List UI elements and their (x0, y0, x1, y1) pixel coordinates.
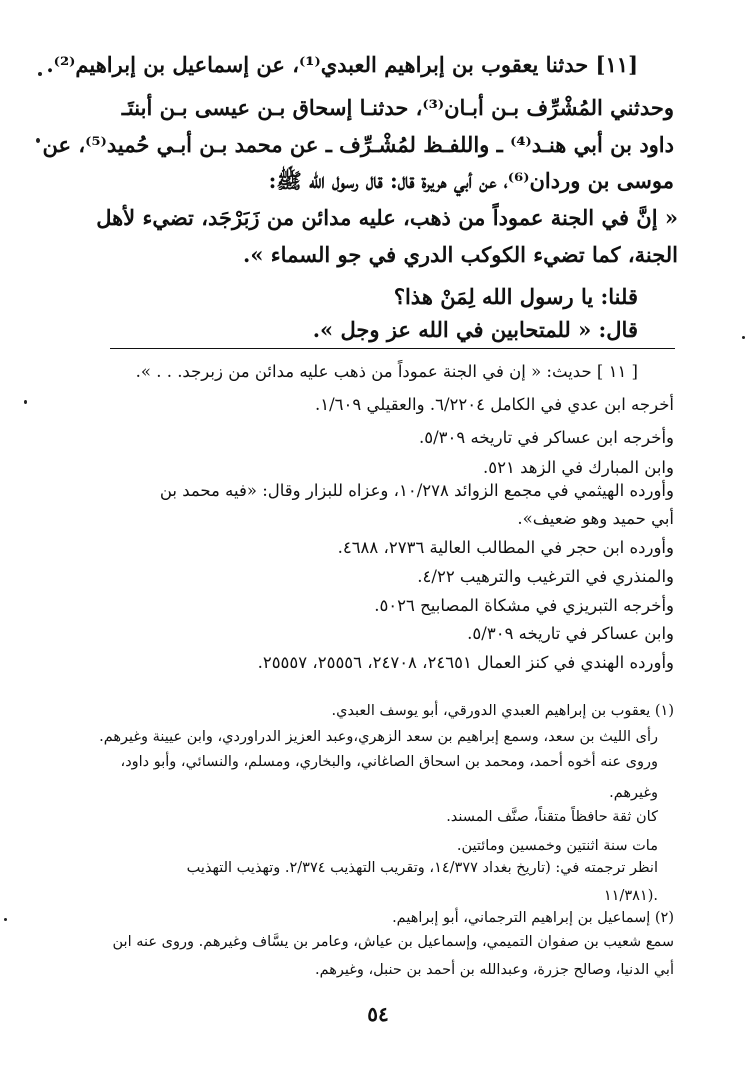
footnote-line: أبي الدنيا، وصالح جزرة، وعبدالله بن أحمد بن حنبل، وغيرهم. (315, 962, 674, 978)
takhrij-line: وأخرجه التبريزي في مشكاة المصابيح ٥٠٢٦. (374, 596, 674, 615)
takhrij-line: وأخرجه ابن عساكر في تاريخه ٥/٣٠٩. (419, 428, 674, 447)
scan-speck (4, 918, 7, 921)
main-line: « إنَّ في الجنة عموداً من ذهب، عليه مدائن من زَبَرْجَد، تضيء لأهل (96, 205, 678, 230)
takhrij-line: وأورده الهندي في كنز العمال ٢٤٦٥١، ٢٤٧٠٨، ٢٥٥٥٦، ٢٥٥٥٧. (257, 653, 674, 672)
main-line: وحدثني المُشْرِّف بـن أبـان⁽³⁾، حدثنـا إسحاق بـن عيسى بـن أبنتَـ (121, 95, 674, 120)
takhrij-line: وابن المبارك في الزهد ٥٢١. (483, 458, 674, 477)
scan-speck (24, 400, 27, 404)
page-number: ٥٤ (367, 1002, 389, 1026)
footnote-line: سمع شعيب بن صفوان التميمي، وإسماعيل بن عياش، وعامر بن يسَّاف وغيرهم. وروى عنه ابن (112, 934, 674, 950)
footnote-line: (١) يعقوب بن إبراهيم العبدي الدورقي، أبو يوسف العبدي. (331, 703, 674, 719)
footnote-line: ١١/٣٨١). (603, 888, 658, 904)
main-line: الجنة، كما تضيء الكوكب الدري في جو السماء ». (243, 242, 678, 267)
main-line: داود بن أبي هنـد⁽⁴⁾ ـ واللفـظ لمُشْـرِّف ـ عن محمد بـن أبـي حُميد⁽⁵⁾، عن (42, 132, 674, 157)
main-line: قال: « للمتحابين في الله عز وجل ». (312, 317, 638, 342)
takhrij-line: [ ١١ ] حديث: « إن في الجنة عموداً من ذهب عليه مدائن من زبرجد. . . ». (135, 362, 638, 381)
takhrij-line: وأورده ابن حجر في المطالب العالية ٢٧٣٦، ٤٦٨٨. (337, 538, 674, 557)
scan-speck (38, 72, 42, 76)
scan-speck (36, 138, 40, 143)
footnote-line: انظر ترجمته في: (تاريخ بغداد ١٤/٣٧٧، وتقريب التهذيب ٢/٣٧٤. وتهذيب التهذيب (186, 860, 658, 876)
footnote-line: مات سنة اثنتين وخمسين ومائتين. (456, 838, 658, 854)
takhrij-line: والمنذري في الترغيب والترهيب ٤/٢٢. (417, 567, 674, 586)
takhrij-line: أخرجه ابن عدي في الكامل ٦/٢٢٠٤. والعقيلي ١/٦٠٩. (314, 395, 674, 414)
footnote-line: وغيرهم. (609, 785, 658, 801)
footnote-line: رأى الليث بن سعد، وسمع إبراهيم بن سعد الزهري،وعبد العزيز الدراوردي، وابن عيينة وغيرهم. (99, 729, 658, 745)
footnote-line: وروى عنه أخوه أحمد، ومحمد بن اسحاق الصاغاني، والبخاري، ومسلم، والنسائي، وأبو داود، (120, 754, 658, 770)
footnote-line: (٢) إسماعيل بن إبراهيم الترجماني، أبو إبراهيم. (392, 910, 674, 926)
takhrij-line: وأورده الهيثمي في مجمع الزوائد ١٠/٢٧٨، وعزاه للبزار وقال: «فيه محمد بن (159, 481, 674, 500)
main-line: قلنا: يا رسول الله لِمَنْ هذا؟ (393, 284, 638, 309)
footnote-line: كان ثقة حافظاً متقناً، صنَّف المسند. (446, 809, 658, 825)
takhrij-line: وابن عساكر في تاريخه ٥/٣٠٩. (467, 624, 674, 643)
main-line: [١١] حدثنا يعقوب بن إبراهيم العبدي⁽¹⁾، عن إسماعيل بن إبراهيم⁽²⁾. (46, 52, 638, 77)
main-line: موسى بن وردان⁽⁶⁾، عن أبي هريرة قال: قال رسول الله ﷺ: (268, 168, 674, 193)
section-divider (110, 348, 675, 349)
takhrij-line: أبي حميد وهو ضعيف». (517, 509, 674, 528)
scan-speck (742, 336, 745, 339)
